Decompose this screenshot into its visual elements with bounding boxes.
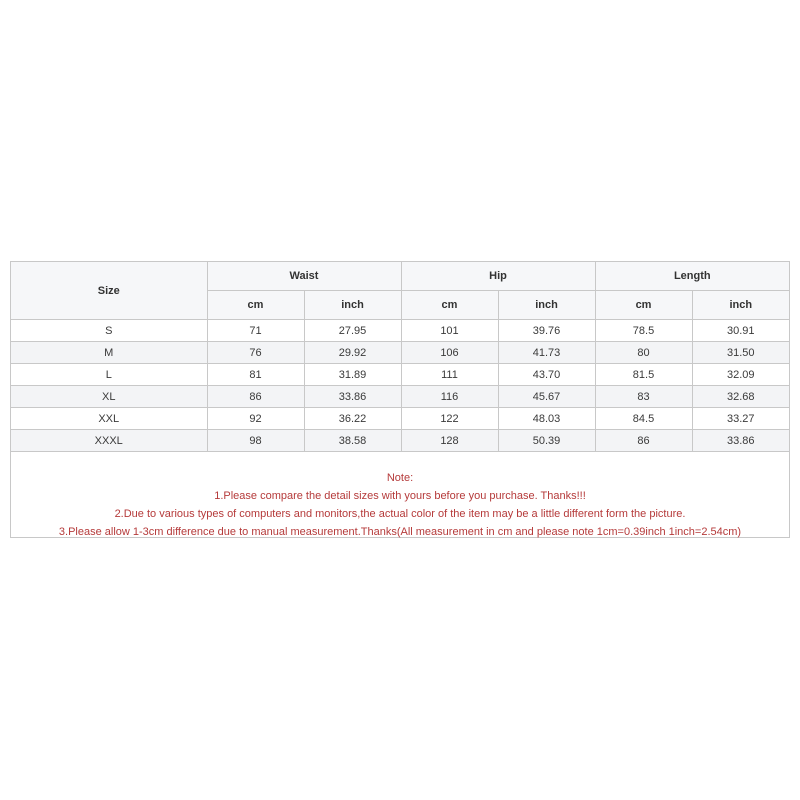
note-title: Note: — [386, 472, 414, 484]
table-cell: 41.73 — [498, 342, 595, 364]
table-cell: 32.09 — [692, 364, 789, 386]
length-cm-header: cm — [595, 291, 692, 320]
size-cell: S — [11, 320, 207, 342]
table-cell: 33.86 — [692, 430, 789, 452]
table-cell: 83 — [595, 386, 692, 408]
table-cell: 81 — [207, 364, 304, 386]
size-cell: XXL — [11, 408, 207, 430]
table-body — [11, 320, 789, 452]
waist-cm-header: cm — [207, 291, 304, 320]
table-row — [11, 342, 789, 364]
table-cell: 116 — [401, 386, 498, 408]
table-cell: 86 — [207, 386, 304, 408]
table-cell: 31.50 — [692, 342, 789, 364]
table-cell: 29.92 — [304, 342, 401, 364]
table-row — [11, 430, 789, 452]
table-cell: 81.5 — [595, 364, 692, 386]
table-cell: 76 — [207, 342, 304, 364]
table-cell: 80 — [595, 342, 692, 364]
notes — [11, 469, 789, 541]
size-cell: XL — [11, 386, 207, 408]
table-row — [11, 386, 789, 408]
length-inch-header: inch — [692, 291, 789, 320]
table-cell: 36.22 — [304, 408, 401, 430]
table-cell: 92 — [207, 408, 304, 430]
waist-header: Waist — [207, 262, 401, 291]
table-cell: 27.95 — [304, 320, 401, 342]
note-line-2: 2.Due to various types of computers and monitors,the actual color of the item may be a little different form the picture. — [114, 508, 686, 520]
note-line-1: 1.Please compare the detail sizes with yours before you purchase. Thanks!!! — [214, 490, 586, 502]
size-cell: L — [11, 364, 207, 386]
table-cell: 45.67 — [498, 386, 595, 408]
table-cell: 33.86 — [304, 386, 401, 408]
table-row — [11, 364, 789, 386]
table-cell: 32.68 — [692, 386, 789, 408]
table-cell: 111 — [401, 364, 498, 386]
table-cell: 78.5 — [595, 320, 692, 342]
table-cell: 71 — [207, 320, 304, 342]
size-cell: M — [11, 342, 207, 364]
table-cell: 33.27 — [692, 408, 789, 430]
table-cell: 39.76 — [498, 320, 595, 342]
table-cell: 84.5 — [595, 408, 692, 430]
table-row — [11, 320, 789, 342]
header-group-row — [11, 262, 789, 291]
note-line-3: 3.Please allow 1-3cm difference due to manual measurement.Thanks(All measurement in cm and please note 1cm=0.39inch 1inch=2.54cm) — [58, 526, 742, 538]
table-cell: 30.91 — [692, 320, 789, 342]
table-cell: 43.70 — [498, 364, 595, 386]
table-cell: 50.39 — [498, 430, 595, 452]
table-cell: 122 — [401, 408, 498, 430]
table-cell: 31.89 — [304, 364, 401, 386]
table-cell: 128 — [401, 430, 498, 452]
waist-inch-header: inch — [304, 291, 401, 320]
size-chart — [10, 261, 790, 538]
table-cell: 48.03 — [498, 408, 595, 430]
table-cell: 86 — [595, 430, 692, 452]
size-header: Size — [11, 262, 207, 320]
table-cell: 38.58 — [304, 430, 401, 452]
table-cell: 106 — [401, 342, 498, 364]
size-table — [11, 262, 789, 452]
length-header: Length — [595, 262, 789, 291]
table-row — [11, 408, 789, 430]
table-cell: 101 — [401, 320, 498, 342]
size-cell: XXXL — [11, 430, 207, 452]
hip-inch-header: inch — [498, 291, 595, 320]
table-cell: 98 — [207, 430, 304, 452]
hip-cm-header: cm — [401, 291, 498, 320]
hip-header: Hip — [401, 262, 595, 291]
